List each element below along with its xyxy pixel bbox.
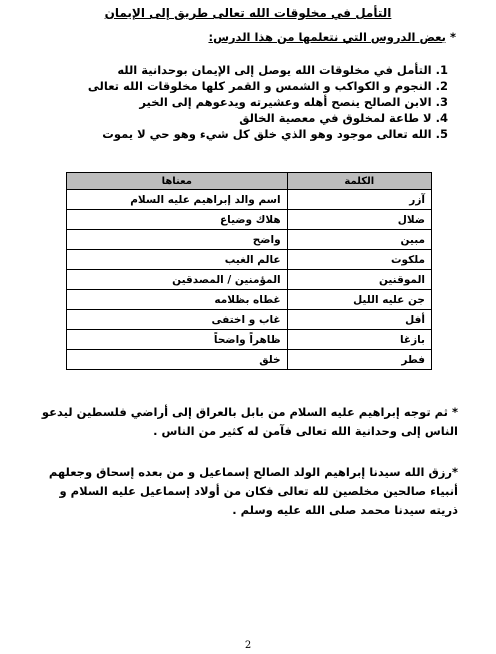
vocabulary-table (66, 172, 432, 370)
cell-word: الموقنين (287, 270, 431, 290)
table-row (67, 290, 432, 310)
lesson-text: لا طاعة لمخلوق في معصية الخالق (239, 111, 432, 125)
cell-word: ملكوت (287, 250, 431, 270)
cell-word: أفل (287, 310, 431, 330)
cell-word: بازغا (287, 330, 431, 350)
lessons-subheading (208, 30, 456, 44)
page-title: التأمل في مخلوقات الله تعالى طريق إلى الإيمان (104, 6, 392, 20)
table-row (67, 190, 432, 210)
subheading-text: بعض الدروس التي نتعلمها من هذا الدرس: (208, 30, 446, 44)
lesson-item (38, 62, 448, 78)
lesson-item (38, 78, 448, 94)
cell-meaning: واضح (67, 230, 288, 250)
cell-word: فطر (287, 350, 431, 370)
header-meaning: معناها (67, 173, 288, 190)
cell-word: جن عليه الليل (287, 290, 431, 310)
table-row (67, 230, 432, 250)
lesson-text: الابن الصالح ينصح أهله وعشيرته ويدعوهم إلى الخير (139, 95, 432, 109)
lesson-number: 1. (435, 63, 448, 77)
cell-word: آزر (287, 190, 431, 210)
cell-word: مبين (287, 230, 431, 250)
cell-meaning: المؤمنين / المصدقين (67, 270, 288, 290)
lesson-text: الله تعالى موجود وهو الذي خلق كل شيء وهو حي لا يموت (102, 127, 432, 141)
cell-meaning: ظاهراً واضحاً (67, 330, 288, 350)
cell-meaning: هلاك وضياع (67, 210, 288, 230)
lesson-text: التأمل في مخلوقات الله يوصل إلى الإيمان بوحدانية الله (117, 63, 432, 77)
lesson-number: 2. (435, 79, 448, 93)
table-row (67, 210, 432, 230)
lesson-item (38, 94, 448, 110)
cell-meaning: غطاه بظلامه (67, 290, 288, 310)
table-row (67, 310, 432, 330)
cell-meaning: خلق (67, 350, 288, 370)
cell-word: ضلال (287, 210, 431, 230)
table-row (67, 350, 432, 370)
cell-meaning: غاب و اختفى (67, 310, 288, 330)
lesson-number: 5. (435, 127, 448, 141)
subheading-star: * (449, 30, 456, 44)
table-row (67, 250, 432, 270)
page-number: 2 (244, 640, 252, 651)
lesson-item (38, 126, 448, 142)
table-row (67, 270, 432, 290)
lesson-text: النجوم و الكواكب و الشمس و القمر كلها مخلوقات الله تعالى (87, 79, 432, 93)
lesson-number: 4. (435, 111, 448, 125)
lesson-item (38, 110, 448, 126)
header-word: الكلمة (287, 173, 431, 190)
paragraph-offspring: *رزق الله سيدنا إبراهيم الولد الصالح إسماعيل و من بعده إسحاق وجعلهم أنبياء صالحين مخلصين لله تعالى فكان من أولاد إسماعيل عليه السلام و ذريته سيدنا محمد صلى الله عليه وسلم . (48, 465, 458, 517)
table-row (67, 330, 432, 350)
cell-meaning: عالم الغيب (67, 250, 288, 270)
lesson-number: 3. (435, 95, 448, 109)
table-header-row (67, 173, 432, 190)
lessons-list (38, 62, 448, 142)
paragraph-migration: * ثم توجه إبراهيم عليه السلام من بابل بالعراق إلى أراضي فلسطين ليدعو الناس إلى وحدانية الله تعالى فآمن له كثير من الناس . (41, 405, 458, 438)
cell-meaning: اسم والد إبراهيم عليه السلام (67, 190, 288, 210)
